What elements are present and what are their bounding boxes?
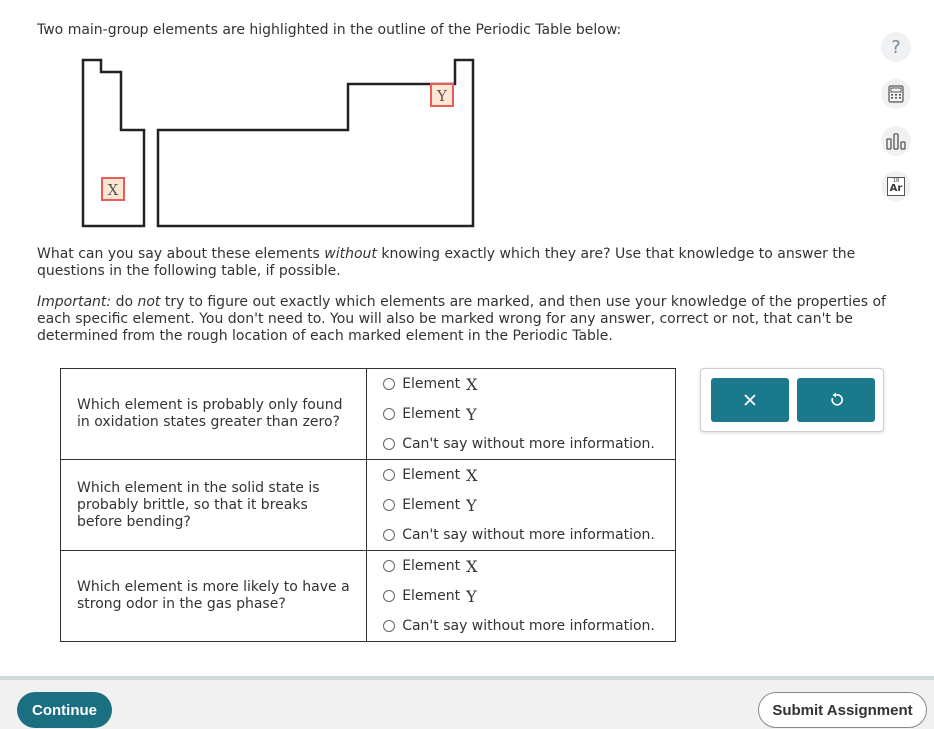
clear-answers-button[interactable]: [711, 378, 789, 422]
answer-option[interactable]: [367, 369, 675, 399]
answer-option[interactable]: [367, 490, 675, 520]
question-row: [61, 460, 676, 551]
question-text: Which element is more likely to have a strong odor in the gas phase?: [61, 551, 367, 642]
answer-option[interactable]: [367, 520, 675, 550]
undo-button[interactable]: [797, 378, 875, 422]
option-element-symbol: X: [466, 374, 478, 394]
periodic-table-icon: [887, 177, 905, 196]
footer-bar: [0, 676, 934, 729]
periodic-table-outline: [78, 58, 478, 230]
option-element-symbol: X: [466, 465, 478, 485]
option-label: Element: [402, 497, 461, 513]
intro-text: Two main-group elements are highlighted in the outline of the Periodic Table below:: [37, 22, 622, 38]
radio-button[interactable]: [383, 378, 395, 390]
option-label: Can't say without more information.: [402, 618, 655, 634]
submit-assignment-button[interactable]: Submit Assignment: [758, 692, 927, 728]
radio-button[interactable]: [383, 590, 395, 602]
radio-button[interactable]: [383, 620, 395, 632]
option-label: Element: [402, 467, 461, 483]
pt-left-block: [83, 60, 144, 226]
option-label: Can't say without more information.: [402, 436, 655, 452]
option-element-symbol: Y: [466, 495, 477, 515]
important-paragraph: Important: do not try to figure out exactly which elements are marked, and then use your knowledge of the properties of each specific element. You don't need to. You will also be marked wrong for any answer, correct or not, that can't be determined from the rough location of each marked element in the Periodic Table.: [37, 294, 886, 344]
marker-y-label: Y: [437, 87, 447, 105]
data-chart-button[interactable]: [881, 126, 911, 156]
periodic-table-button[interactable]: [881, 171, 911, 201]
calculator-button[interactable]: [881, 79, 911, 109]
pt-right-block: [158, 60, 473, 226]
marker-x: [102, 178, 124, 200]
radio-button[interactable]: [383, 469, 395, 481]
question-icon: ?: [891, 36, 901, 58]
question-row: [61, 551, 676, 642]
option-element-symbol: Y: [466, 586, 477, 606]
answer-option[interactable]: [367, 551, 675, 581]
help-button[interactable]: [881, 32, 911, 62]
question-text: Which element is probably only found in oxidation states greater than zero?: [61, 369, 367, 460]
question-paragraph: What can you say about these elements without knowing exactly which they are? Use that knowledge to answer the questions in the following table, if possible.: [37, 246, 856, 279]
option-label: Element: [402, 558, 461, 574]
answer-options: [367, 460, 676, 551]
radio-button[interactable]: [383, 438, 395, 450]
option-label: Can't say without more information.: [402, 527, 655, 543]
answer-toolbox: [700, 368, 884, 432]
question-text: Which element in the solid state is probably brittle, so that it breaks before bending?: [61, 460, 367, 551]
answer-option[interactable]: [367, 581, 675, 611]
radio-button[interactable]: [383, 499, 395, 511]
element-symbol: Ar: [889, 182, 903, 194]
option-label: Element: [402, 588, 461, 604]
question-row: [61, 369, 676, 460]
answer-option[interactable]: [367, 399, 675, 429]
bar-chart-icon: [885, 132, 907, 150]
marker-y: [431, 84, 453, 106]
undo-icon: [828, 392, 844, 408]
question-table: [60, 368, 676, 642]
answer-option[interactable]: [367, 611, 675, 641]
option-element-symbol: Y: [466, 404, 477, 424]
close-icon: [743, 393, 757, 407]
radio-button[interactable]: [383, 529, 395, 541]
option-element-symbol: X: [466, 556, 478, 576]
atomic-number: 18: [892, 177, 900, 184]
answer-options: [367, 551, 676, 642]
option-label: Element: [402, 376, 461, 392]
continue-button[interactable]: Continue: [17, 692, 112, 728]
radio-button[interactable]: [383, 408, 395, 420]
option-label: Element: [402, 406, 461, 422]
answer-options: [367, 369, 676, 460]
calculator-icon: [888, 85, 904, 103]
radio-button[interactable]: [383, 560, 395, 572]
answer-option[interactable]: [367, 460, 675, 490]
marker-x-label: X: [107, 181, 119, 199]
answer-option[interactable]: [367, 429, 675, 459]
